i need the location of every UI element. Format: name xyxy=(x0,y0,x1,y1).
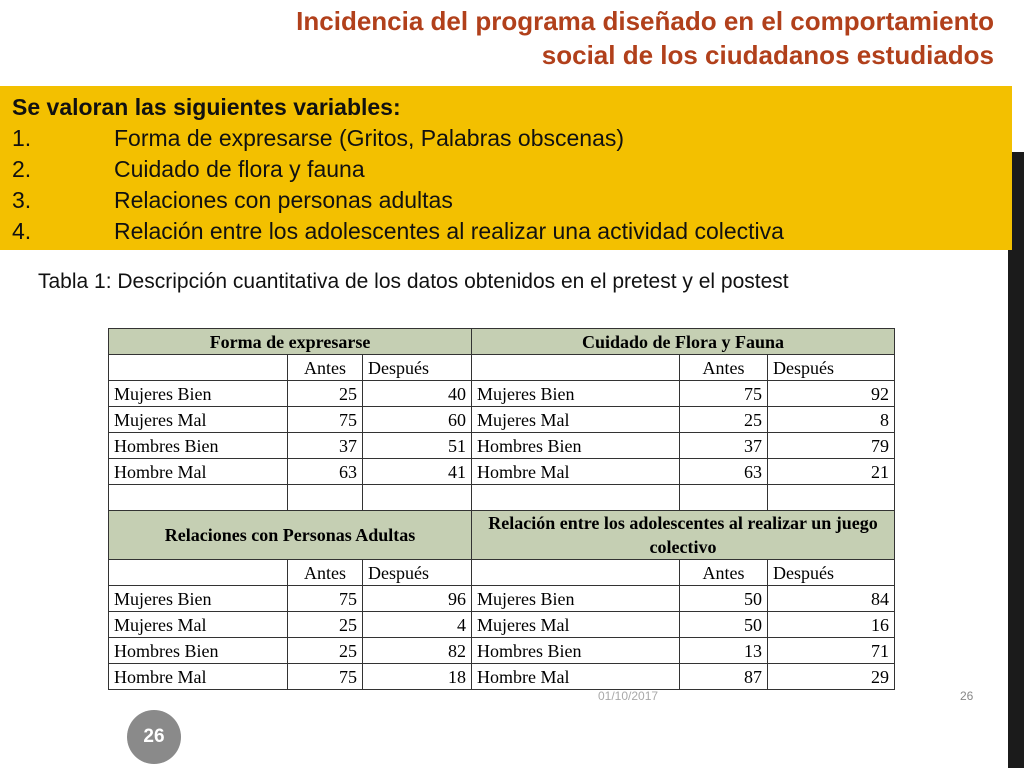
table-cell-empty xyxy=(472,355,680,381)
table-row xyxy=(109,381,895,407)
table-row xyxy=(109,407,895,433)
variables-box xyxy=(0,86,1012,250)
row-label: Hombres Bien xyxy=(472,433,680,459)
row-label: Mujeres Bien xyxy=(472,586,680,612)
section-title: Cuidado de Flora y Fauna xyxy=(472,329,895,355)
column-header-despues: Después xyxy=(363,560,472,586)
variable-text: Forma de expresarse (Gritos, Palabras obscenas) xyxy=(114,125,625,151)
value-despues: 18 xyxy=(363,664,472,690)
value-despues: 8 xyxy=(768,407,895,433)
value-despues: 60 xyxy=(363,407,472,433)
variable-text: Relación entre los adolescentes al realizar una actividad colectiva xyxy=(114,218,784,244)
row-label: Mujeres Mal xyxy=(109,407,288,433)
variable-number: 3. xyxy=(12,187,32,213)
value-despues: 4 xyxy=(363,612,472,638)
slide-title-line-1: Incidencia del programa diseñado en el comportamiento xyxy=(296,6,994,36)
footer-page-number: 26 xyxy=(960,689,974,703)
variables-heading: Se valoran las siguientes variables: xyxy=(12,94,401,120)
table-section-header xyxy=(109,511,895,560)
slide-number-badge xyxy=(127,710,181,764)
table-cell-empty xyxy=(472,560,680,586)
variable-number: 1. xyxy=(12,125,32,151)
table-cell-empty xyxy=(109,560,288,586)
row-label: Mujeres Bien xyxy=(109,586,288,612)
footer-date: 01/10/2017 xyxy=(598,689,659,703)
table-cell-empty xyxy=(109,485,288,511)
row-label: Mujeres Bien xyxy=(109,381,288,407)
value-antes: 25 xyxy=(288,638,363,664)
value-despues: 21 xyxy=(768,459,895,485)
column-header-antes: Antes xyxy=(680,560,768,586)
value-antes: 50 xyxy=(680,586,768,612)
slide-number: 26 xyxy=(143,726,165,747)
variable-number: 4. xyxy=(12,218,32,244)
table-row xyxy=(109,586,895,612)
variable-item xyxy=(12,123,1012,154)
value-antes: 25 xyxy=(288,612,363,638)
value-despues: 41 xyxy=(363,459,472,485)
data-table xyxy=(108,328,895,690)
row-label: Hombre Mal xyxy=(109,664,288,690)
value-antes: 63 xyxy=(680,459,768,485)
slide-title-line-2: social de los ciudadanos estudiados xyxy=(541,40,994,70)
row-label: Hombres Bien xyxy=(109,638,288,664)
value-despues: 96 xyxy=(363,586,472,612)
column-header-antes: Antes xyxy=(288,355,363,381)
table-cell-empty xyxy=(109,355,288,381)
table-cell-empty xyxy=(680,485,768,511)
column-header-antes: Antes xyxy=(680,355,768,381)
value-antes: 87 xyxy=(680,664,768,690)
variable-text: Relaciones con personas adultas xyxy=(114,187,453,213)
variable-item xyxy=(12,185,1012,216)
value-antes: 75 xyxy=(288,586,363,612)
table-row xyxy=(109,612,895,638)
row-label: Mujeres Bien xyxy=(472,381,680,407)
row-label: Hombre Mal xyxy=(472,664,680,690)
value-despues: 16 xyxy=(768,612,895,638)
variable-number: 2. xyxy=(12,156,32,182)
value-despues: 40 xyxy=(363,381,472,407)
column-header-despues: Después xyxy=(768,355,895,381)
table-cell-empty xyxy=(768,485,895,511)
value-antes: 37 xyxy=(680,433,768,459)
row-label: Mujeres Mal xyxy=(109,612,288,638)
table-cell-empty xyxy=(288,485,363,511)
variable-text: Cuidado de flora y fauna xyxy=(114,156,365,182)
section-title: Relaciones con Personas Adultas xyxy=(109,511,472,560)
column-header-despues: Después xyxy=(768,560,895,586)
value-despues: 29 xyxy=(768,664,895,690)
row-label: Hombres Bien xyxy=(109,433,288,459)
column-header-antes: Antes xyxy=(288,560,363,586)
value-antes: 25 xyxy=(288,381,363,407)
value-despues: 92 xyxy=(768,381,895,407)
value-antes: 75 xyxy=(288,664,363,690)
table-cell-empty xyxy=(363,485,472,511)
table-spacer-row xyxy=(109,485,895,511)
table-column-header-row xyxy=(109,355,895,381)
slide-title xyxy=(94,4,994,72)
section-title: Relación entre los adolescentes al realizar un juego colectivo xyxy=(472,511,895,560)
table-column-header-row xyxy=(109,560,895,586)
table-row xyxy=(109,433,895,459)
value-antes: 13 xyxy=(680,638,768,664)
value-despues: 79 xyxy=(768,433,895,459)
value-antes: 50 xyxy=(680,612,768,638)
row-label: Hombres Bien xyxy=(472,638,680,664)
row-label: Hombre Mal xyxy=(109,459,288,485)
table-section-header xyxy=(109,329,895,355)
value-antes: 25 xyxy=(680,407,768,433)
variable-item xyxy=(12,154,1012,185)
value-antes: 37 xyxy=(288,433,363,459)
table-row xyxy=(109,664,895,690)
value-antes: 63 xyxy=(288,459,363,485)
value-despues: 71 xyxy=(768,638,895,664)
section-title: Forma de expresarse xyxy=(109,329,472,355)
variable-item xyxy=(12,216,1012,247)
value-antes: 75 xyxy=(680,381,768,407)
column-header-despues: Después xyxy=(363,355,472,381)
row-label: Mujeres Mal xyxy=(472,407,680,433)
value-despues: 82 xyxy=(363,638,472,664)
table-row xyxy=(109,638,895,664)
table-caption: Tabla 1: Descripción cuantitativa de los datos obtenidos en el pretest y el postest xyxy=(38,270,789,293)
value-despues: 51 xyxy=(363,433,472,459)
row-label: Hombre Mal xyxy=(472,459,680,485)
table-row xyxy=(109,459,895,485)
table-cell-empty xyxy=(472,485,680,511)
value-antes: 75 xyxy=(288,407,363,433)
value-despues: 84 xyxy=(768,586,895,612)
row-label: Mujeres Mal xyxy=(472,612,680,638)
